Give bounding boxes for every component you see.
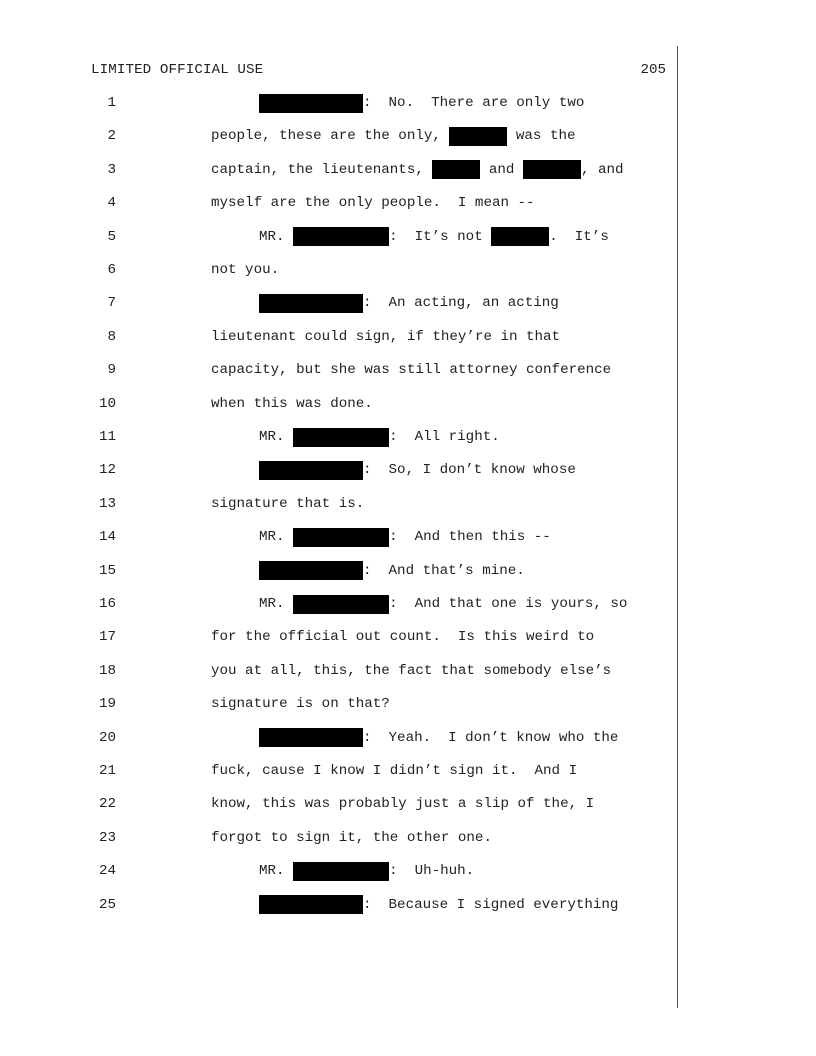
- transcript-line: [0, 159, 816, 181]
- text-segment: : So, I don’t know whose: [363, 462, 576, 479]
- line-number: 11: [98, 429, 116, 445]
- transcript-line: [0, 593, 816, 615]
- line-number: 2: [107, 128, 116, 145]
- transcript-line: [0, 526, 816, 548]
- line-number: 20: [98, 729, 116, 746]
- line-text: [211, 793, 594, 815]
- line-number: 6: [107, 262, 116, 278]
- line-number: 10: [98, 395, 116, 412]
- transcript-line: [0, 493, 816, 515]
- line-text: [211, 693, 390, 715]
- text-segment: and: [480, 161, 523, 178]
- redaction-block: [293, 595, 389, 614]
- transcript-line: [0, 459, 816, 481]
- transcript-line: [0, 827, 816, 849]
- line-text: [211, 326, 560, 348]
- text-segment: . It’s: [549, 228, 609, 245]
- line-text: [211, 359, 611, 381]
- line-text: [211, 760, 577, 782]
- line-number: 1: [107, 95, 116, 111]
- transcript-line: [0, 426, 816, 448]
- line-text: [259, 727, 618, 749]
- line-text: [259, 292, 559, 314]
- text-segment: MR.: [259, 228, 294, 245]
- page-number: 205: [640, 62, 666, 78]
- text-segment: : It’s not: [389, 228, 492, 245]
- text-segment: lieutenant could sign, if they’re in that: [211, 328, 561, 345]
- transcript-line: [0, 259, 816, 281]
- line-number: 19: [98, 696, 116, 713]
- transcript-line: [0, 125, 816, 147]
- text-segment: signature that is.: [211, 495, 365, 512]
- text-segment: : And then this --: [389, 529, 551, 546]
- line-text: [259, 560, 525, 582]
- transcript-line: [0, 359, 816, 381]
- transcript-line: [0, 292, 816, 314]
- line-number: 24: [98, 863, 116, 880]
- redaction-block: [259, 895, 363, 914]
- redaction-block: [293, 862, 389, 881]
- redaction-block: [293, 528, 389, 547]
- text-segment: signature is on that?: [211, 696, 390, 713]
- line-number: 18: [98, 662, 116, 679]
- text-segment: people, these are the only,: [211, 128, 450, 145]
- line-text: [211, 626, 594, 648]
- classification-header: LIMITED OFFICIAL USE: [91, 62, 264, 78]
- text-segment: forgot to sign it, the other one.: [211, 829, 492, 846]
- transcript-line: [0, 660, 816, 682]
- text-segment: you at all, this, the fact that somebody else’s: [211, 662, 612, 679]
- line-number: 3: [107, 161, 116, 178]
- transcript-line: [0, 626, 816, 648]
- line-text: [259, 426, 500, 448]
- line-number: 9: [107, 362, 116, 379]
- line-text: [259, 593, 627, 615]
- text-segment: : Because I signed everything: [363, 896, 619, 913]
- transcript-line: [0, 560, 816, 582]
- text-segment: when this was done.: [211, 395, 373, 412]
- transcript-line: [0, 226, 816, 248]
- text-segment: : An acting, an acting: [363, 295, 559, 312]
- redaction-block: [432, 160, 480, 179]
- line-text: [259, 894, 618, 916]
- text-segment: capacity, but she was still attorney conference: [211, 362, 612, 379]
- line-text: [259, 92, 584, 114]
- line-number: 14: [98, 529, 116, 546]
- line-number: 16: [98, 596, 116, 612]
- transcript-line: [0, 393, 816, 415]
- line-text: [211, 259, 279, 281]
- line-text: [211, 393, 373, 415]
- text-segment: fuck, cause I know I didn’t sign it. And I: [211, 763, 578, 779]
- line-number: 8: [107, 328, 116, 345]
- text-segment: myself are the only people. I mean --: [211, 195, 535, 212]
- line-number: 4: [107, 195, 116, 212]
- transcript-line: [0, 693, 816, 715]
- line-text: [211, 192, 535, 214]
- line-text: [211, 493, 364, 515]
- text-segment: not you.: [211, 262, 280, 278]
- text-segment: : And that’s mine.: [363, 562, 525, 579]
- line-text: [211, 660, 611, 682]
- text-segment: was the: [507, 128, 576, 145]
- line-number: 13: [98, 495, 116, 512]
- redaction-block: [293, 227, 389, 246]
- redaction-block: [259, 561, 363, 580]
- line-number: 12: [98, 462, 116, 479]
- text-segment: MR.: [259, 429, 294, 445]
- redaction-block: [491, 227, 549, 246]
- line-text: [259, 860, 474, 882]
- text-segment: for the official out count. Is this weird to: [211, 629, 595, 646]
- text-segment: : All right.: [389, 429, 500, 445]
- line-text: [259, 526, 551, 548]
- line-number: 22: [98, 796, 116, 813]
- line-number: 17: [98, 629, 116, 646]
- redaction-block: [259, 461, 363, 480]
- line-text: [259, 459, 576, 481]
- line-number: 7: [107, 295, 116, 312]
- line-number: 5: [107, 228, 116, 245]
- text-segment: : Uh-huh.: [389, 863, 475, 880]
- transcript-line: [0, 326, 816, 348]
- redaction-block: [259, 94, 363, 113]
- text-segment: : And that one is yours, so: [389, 596, 628, 612]
- redaction-block: [523, 160, 581, 179]
- line-number: 15: [98, 562, 116, 579]
- transcript-line: [0, 92, 816, 114]
- line-number: 23: [98, 829, 116, 846]
- transcript-line: [0, 894, 816, 916]
- transcript-line: [0, 192, 816, 214]
- redaction-block: [259, 294, 363, 313]
- text-segment: : No. There are only two: [363, 95, 585, 111]
- transcript-line: [0, 727, 816, 749]
- redaction-block: [293, 428, 389, 447]
- line-number: 25: [98, 896, 116, 913]
- line-number: 21: [98, 763, 116, 779]
- text-segment: captain, the lieutenants,: [211, 161, 433, 178]
- text-segment: MR.: [259, 529, 294, 546]
- redaction-block: [449, 127, 507, 146]
- line-text: [259, 226, 609, 248]
- redaction-block: [259, 728, 363, 747]
- transcript-line: [0, 860, 816, 882]
- text-segment: know, this was probably just a slip of the, I: [211, 796, 595, 813]
- text-segment: : Yeah. I don’t know who the: [363, 729, 619, 746]
- transcript-line: [0, 793, 816, 815]
- line-text: [211, 827, 492, 849]
- text-segment: , and: [580, 161, 624, 178]
- line-text: [211, 125, 576, 147]
- line-text: [211, 159, 624, 181]
- text-segment: MR.: [259, 596, 294, 612]
- text-segment: MR.: [259, 863, 294, 880]
- transcript-line: [0, 760, 816, 782]
